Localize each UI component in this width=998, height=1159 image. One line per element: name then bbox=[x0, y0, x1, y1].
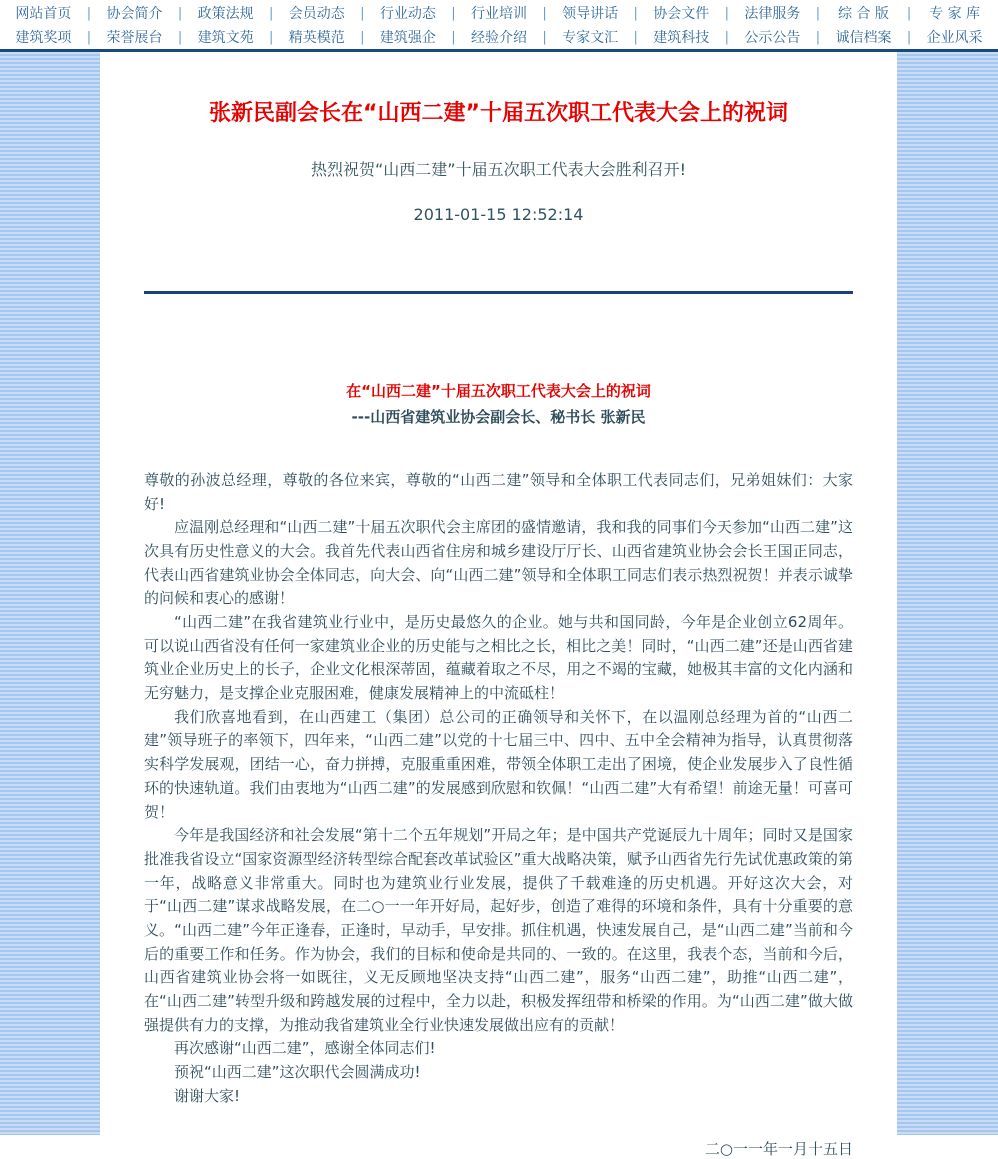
nav-link[interactable]: 行业动态 bbox=[379, 6, 436, 22]
nav-link[interactable]: 法律服务 bbox=[744, 6, 801, 22]
nav-link[interactable]: 荣誉展台 bbox=[106, 30, 163, 46]
speech-title: 在“山西二建”十届五次职工代表大会上的祝词 bbox=[346, 381, 651, 400]
nav-separator: | bbox=[542, 29, 547, 45]
article-paragraph: 再次感谢“山西二建”，感谢全体同志们! bbox=[174, 1039, 436, 1058]
nav-separator: | bbox=[451, 29, 456, 45]
nav-separator: | bbox=[451, 5, 456, 21]
page-body bbox=[0, 52, 998, 1159]
article-paragraph: “山西二建”在我省建筑业行业中，是历史最悠久的企业。她与共和国同龄，今年是企业创立62周年。可以说山西省没有任何一家建筑业企业的历史能与之相比之长，相比之美！同时，“山西二建”还是山西省建筑业企业历史上的长子，企业文化根深蒂固，蕴藏着取之不尽，用之不竭的宝藏，她极其丰富的文化内涵和无穷魅力，是支撑企业克服困难，健康发展精神上的中流砥柱！ bbox=[144, 613, 854, 703]
article-paragraph: 尊敬的孙波总经理，尊敬的各位来宾，尊敬的“山西二建”领导和全体职工代表同志们，兄弟姐妹们：大家好! bbox=[144, 470, 853, 513]
nav-link[interactable]: 精英模范 bbox=[288, 30, 345, 46]
nav-separator: | bbox=[268, 29, 274, 45]
nav-link[interactable]: 经验介绍 bbox=[470, 30, 527, 46]
nav-separator: | bbox=[360, 5, 365, 21]
nav-link[interactable]: 建筑文苑 bbox=[197, 30, 254, 46]
nav-link[interactable]: 领导讲话 bbox=[562, 6, 619, 22]
nav-separator: | bbox=[268, 5, 274, 21]
nav-link[interactable]: 综 合 版 bbox=[838, 6, 889, 22]
nav-separator: | bbox=[633, 5, 638, 21]
left-stripe-background bbox=[0, 52, 100, 1135]
article-paragraph: 谢谢大家! bbox=[174, 1086, 241, 1105]
article-body bbox=[144, 469, 853, 1109]
nav-link[interactable]: 建筑奖项 bbox=[15, 30, 72, 46]
nav-link[interactable]: 政策法规 bbox=[197, 6, 254, 22]
nav-separator: | bbox=[724, 29, 729, 45]
nav-separator: | bbox=[86, 29, 92, 45]
top-navigation bbox=[0, 0, 998, 52]
nav-link[interactable]: 网站首页 bbox=[15, 6, 72, 22]
nav-separator: | bbox=[815, 29, 821, 45]
nav-separator: | bbox=[177, 5, 183, 21]
nav-separator: | bbox=[633, 29, 638, 45]
nav-separator: | bbox=[724, 5, 729, 21]
nav-separator: | bbox=[906, 29, 912, 45]
nav-link[interactable]: 协会文件 bbox=[653, 6, 710, 22]
nav-link[interactable]: 协会简介 bbox=[106, 6, 163, 22]
nav-separator: | bbox=[906, 5, 912, 21]
nav-separator: | bbox=[360, 29, 365, 45]
article-content bbox=[100, 52, 897, 1159]
nav-separator: | bbox=[815, 5, 821, 21]
article-paragraph: 今年是我国经济和社会发展“第十二个五年规划”开局之年；是中国共产党诞辰九十周年；同时又是国家批准我省设立“国家资源型经济转型综合配套改革试验区”重大战略决策，赋予山西省先行先试优惠政策的第一年，战略意义非常重大。同时也为建筑业行业发展，提供了千载难逢的历史机遇。开好这次大会，对于“山西二建”谋求战略发展，在二○一一年开好局，起好步，创造了难得的环境和条件，具有十分重要的意义。“山西二建”今年正逢春，正逢时，早动手，早安排。抓住机遇，快速发展自己，是“山西二建”当前和今后的重要工作和任务。作为协会，我们的目标和使命是共同的、一致的。在这里，我表个态，当前和今后，山西省建筑业协会将一如既往，义无反顾地坚决支持“山西二建”，服务“山西二建”，助推“山西二建”，在“山西二建”转型升级和跨越发展的过程中，全力以赴，积极发挥纽带和桥梁的作用。为“山西二建”做大做强提供有力的支撑，为推动我省建筑业全行业快速发展做出应有的贡献！ bbox=[144, 826, 853, 1034]
nav-link[interactable]: 企业风采 bbox=[926, 30, 983, 46]
signature-date: 二○一一年一月十五日 bbox=[704, 1140, 853, 1159]
article-title: 张新民副会长在“山西二建”十届五次职工代表大会上的祝词 bbox=[209, 101, 788, 126]
nav-link[interactable]: 专家文汇 bbox=[562, 30, 619, 46]
divider-rule bbox=[144, 291, 853, 294]
nav-link[interactable]: 会员动态 bbox=[288, 6, 345, 22]
nav-separator: | bbox=[86, 5, 92, 21]
nav-link[interactable]: 建筑科技 bbox=[653, 30, 710, 46]
nav-link[interactable]: 建筑强企 bbox=[379, 30, 436, 46]
nav-separator: | bbox=[177, 29, 183, 45]
nav-link[interactable]: 行业培训 bbox=[470, 6, 527, 22]
nav-link[interactable]: 专 家 库 bbox=[929, 6, 981, 22]
article-subtitle: 热烈祝贺“山西二建”十届五次职工代表大会胜利召开! bbox=[311, 159, 686, 179]
nav-separator: | bbox=[542, 5, 547, 21]
nav-row-2 bbox=[0, 25, 998, 49]
article-paragraph: 应温刚总经理和“山西二建”十届五次职代会主席团的盛情邀请，我和我的同事们今天参加“山西二建”这次具有历史性意义的大会。我首先代表山西省住房和城乡建设厅厅长、山西省建筑业协会会长王国正同志，代表山西省建筑业协会全体同志，向大会、向“山西二建”领导和全体职工同志们表示热烈祝贺！并表示诚挚的问候和衷心的感谢！ bbox=[144, 518, 853, 608]
article-paragraph: 预祝“山西二建”这次职代会圆满成功! bbox=[174, 1063, 421, 1082]
right-stripe-background bbox=[897, 52, 998, 1135]
nav-link[interactable]: 诚信档案 bbox=[835, 30, 892, 46]
nav-link[interactable]: 公示公告 bbox=[744, 30, 801, 46]
nav-row-1 bbox=[0, 1, 998, 25]
article-datetime: 2011-01-15 12:52:14 bbox=[413, 204, 584, 224]
article-paragraph: 我们欣喜地看到，在山西建工（集团）总公司的正确领导和关怀下，在以温刚总经理为首的“山西二建”领导班子的率领下，四年来，“山西二建”以党的十七届三中、四中、五中全会精神为指导，认真贯彻落实科学发展观，团结一心，奋力拼搏，克服重重困难，带领全体职工走出了困境，使企业发展步入了良性循环的快速轨道。我们由衷地为“山西二建”的发展感到欣慰和钦佩！“山西二建”大有希望！前途无量！可喜可贺！ bbox=[144, 707, 853, 821]
speech-byline: ---山西省建筑业协会副会长、秘书长 张新民 bbox=[351, 407, 646, 426]
